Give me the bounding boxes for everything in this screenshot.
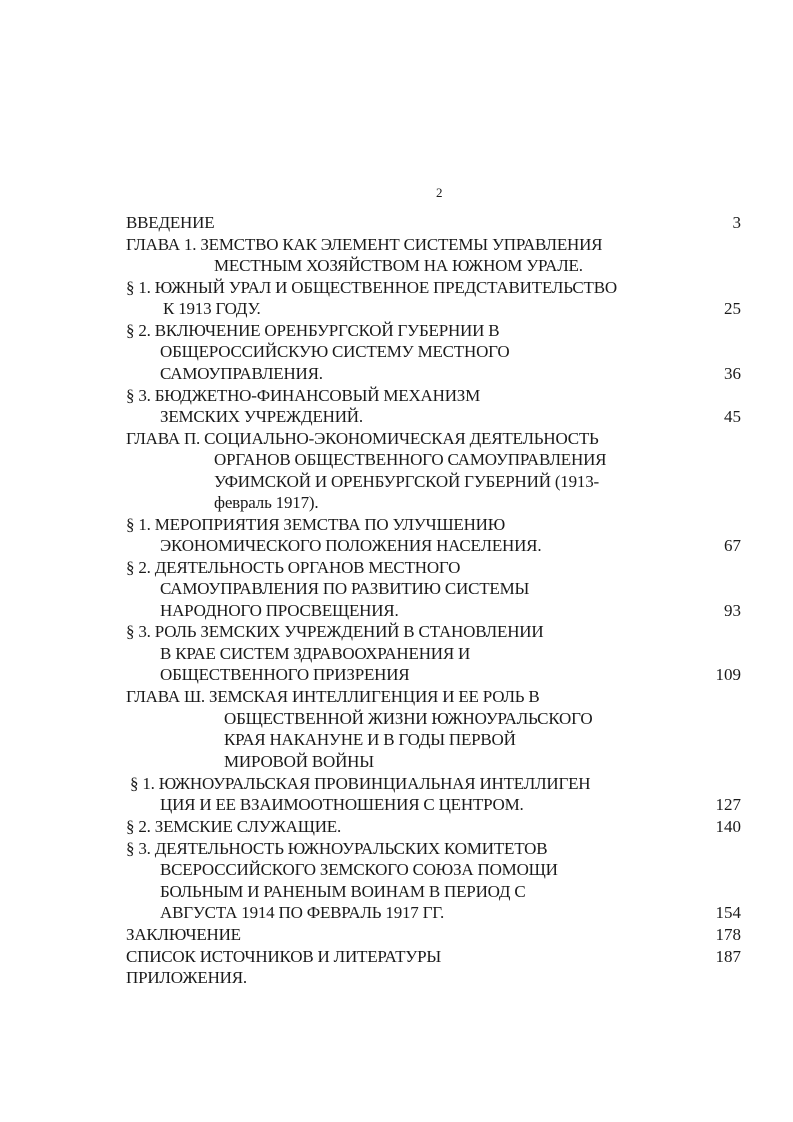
toc-entry-text: ЦИЯ И ЕЕ ВЗАИМООТНОШЕНИЯ С ЦЕНТРОМ. — [160, 795, 524, 814]
toc-entry-page-number: 154 — [715, 903, 741, 922]
toc-entry-page-number: 67 — [724, 536, 741, 555]
toc-entry-text: К 1913 ГОДУ. — [163, 299, 261, 318]
toc-entry-page-number: 3 — [732, 213, 741, 232]
toc-entry-page-number: 25 — [724, 299, 741, 318]
toc-entry-page-number: 178 — [715, 925, 741, 944]
toc-entry-text: В КРАЕ СИСТЕМ ЗДРАВООХРАНЕНИЯ И — [160, 644, 471, 663]
toc-entry-text: ВВЕДЕНИЕ — [126, 213, 215, 232]
toc-entry-text: ВСЕРОССИЙСКОГО ЗЕМСКОГО СОЮЗА ПОМОЩИ — [160, 860, 558, 879]
toc-entry-text: ГЛАВА П. СОЦИАЛЬНО-ЭКОНОМИЧЕСКАЯ ДЕЯТЕЛЬНОСТЬ — [126, 429, 599, 448]
toc-entry-text: § 3. РОЛЬ ЗЕМСКИХ УЧРЕЖДЕНИЙ В СТАНОВЛЕНИИ — [126, 622, 544, 641]
toc-entry-text: ОБЩЕСТВЕННОГО ПРИЗРЕНИЯ — [160, 665, 410, 684]
toc-entry-text: § 2. ВКЛЮЧЕНИЕ ОРЕНБУРГСКОЙ ГУБЕРНИИ В — [126, 321, 500, 340]
toc-entry-text: § 2. ДЕЯТЕЛЬНОСТЬ ОРГАНОВ МЕСТНОГО — [126, 558, 461, 577]
page-number: 2 — [436, 185, 443, 200]
toc-entry-page-number: 109 — [715, 665, 741, 684]
toc-entry-page-number: 36 — [724, 364, 741, 383]
toc-entry-text: § 3. БЮДЖЕТНО-ФИНАНСОВЫЙ МЕХАНИЗМ — [126, 386, 481, 405]
toc-entry-text: ГЛАВА Ш. ЗЕМСКАЯ ИНТЕЛЛИГЕНЦИЯ И ЕЕ РОЛЬ В — [126, 687, 540, 706]
toc-entry-text: СПИСОК ИСТОЧНИКОВ И ЛИТЕРАТУРЫ — [126, 947, 441, 966]
toc-entry-page-number: 127 — [715, 795, 741, 814]
toc-entry-text: § 3. ДЕЯТЕЛЬНОСТЬ ЮЖНОУРАЛЬСКИХ КОМИТЕТОВ — [126, 839, 548, 858]
toc-entry-page-number: 93 — [724, 601, 741, 620]
toc-entry-text: ОРГАНОВ ОБЩЕСТВЕННОГО САМОУПРАВЛЕНИЯ — [214, 450, 607, 469]
toc-entry-text: САМОУПРАВЛЕНИЯ ПО РАЗВИТИЮ СИСТЕМЫ — [160, 579, 530, 598]
toc-entry-page-number: 140 — [715, 817, 741, 836]
toc-entry-text: МЕСТНЫМ ХОЗЯЙСТВОМ НА ЮЖНОМ УРАЛЕ. — [214, 256, 583, 275]
toc-entry-text: ЗАКЛЮЧЕНИЕ — [126, 925, 241, 944]
toc-entry-page-number: 45 — [724, 407, 741, 426]
toc-entry-text: § 2. ЗЕМСКИЕ СЛУЖАЩИЕ. — [126, 817, 342, 836]
toc-entry-page-number: 187 — [715, 947, 741, 966]
toc-entry-text: ЗЕМСКИХ УЧРЕЖДЕНИЙ. — [160, 407, 363, 426]
toc-entry-text: ЭКОНОМИЧЕСКОГО ПОЛОЖЕНИЯ НАСЕЛЕНИЯ. — [160, 536, 542, 555]
toc-entry-text: БОЛЬНЫМ И РАНЕНЫМ ВОИНАМ В ПЕРИОД С — [160, 882, 526, 901]
toc-entry-text: § 1. ЮЖНОУРАЛЬСКАЯ ПРОВИНЦИАЛЬНАЯ ИНТЕЛЛИГЕН — [130, 774, 591, 793]
toc-entry-text: ПРИЛОЖЕНИЯ. — [126, 968, 247, 987]
toc-entry-text: ОБЩЕСТВЕННОЙ ЖИЗНИ ЮЖНОУРАЛЬСКОГО — [224, 709, 593, 728]
toc-entry-text: САМОУПРАВЛЕНИЯ. — [160, 364, 323, 383]
toc-entry-text: § 1. МЕРОПРИЯТИЯ ЗЕМСТВА ПО УЛУЧШЕНИЮ — [126, 515, 506, 534]
toc-entry-text: АВГУСТА 1914 ПО ФЕВРАЛЬ 1917 ГГ. — [160, 903, 445, 922]
toc-entry-text: МИРОВОЙ ВОЙНЫ — [224, 752, 374, 771]
toc-entry-text: КРАЯ НАКАНУНЕ И В ГОДЫ ПЕРВОЙ — [224, 730, 516, 749]
toc-entry-text: УФИМСКОЙ И ОРЕНБУРГСКОЙ ГУБЕРНИЙ (1913- — [214, 472, 599, 491]
toc-entry-text: ОБЩЕРОССИЙСКУЮ СИСТЕМУ МЕСТНОГО — [160, 342, 510, 361]
toc-entry-text: ГЛАВА 1. ЗЕМСТВО КАК ЭЛЕМЕНТ СИСТЕМЫ УПРАВЛЕНИЯ — [126, 235, 603, 254]
toc-entry-text: НАРОДНОГО ПРОСВЕЩЕНИЯ. — [160, 601, 399, 620]
toc-entry-text: § 1. ЮЖНЫЙ УРАЛ И ОБЩЕСТВЕННОЕ ПРЕДСТАВИТЕЛЬСТВО — [126, 278, 617, 297]
toc-entry-text: февраль 1917). — [214, 493, 319, 512]
